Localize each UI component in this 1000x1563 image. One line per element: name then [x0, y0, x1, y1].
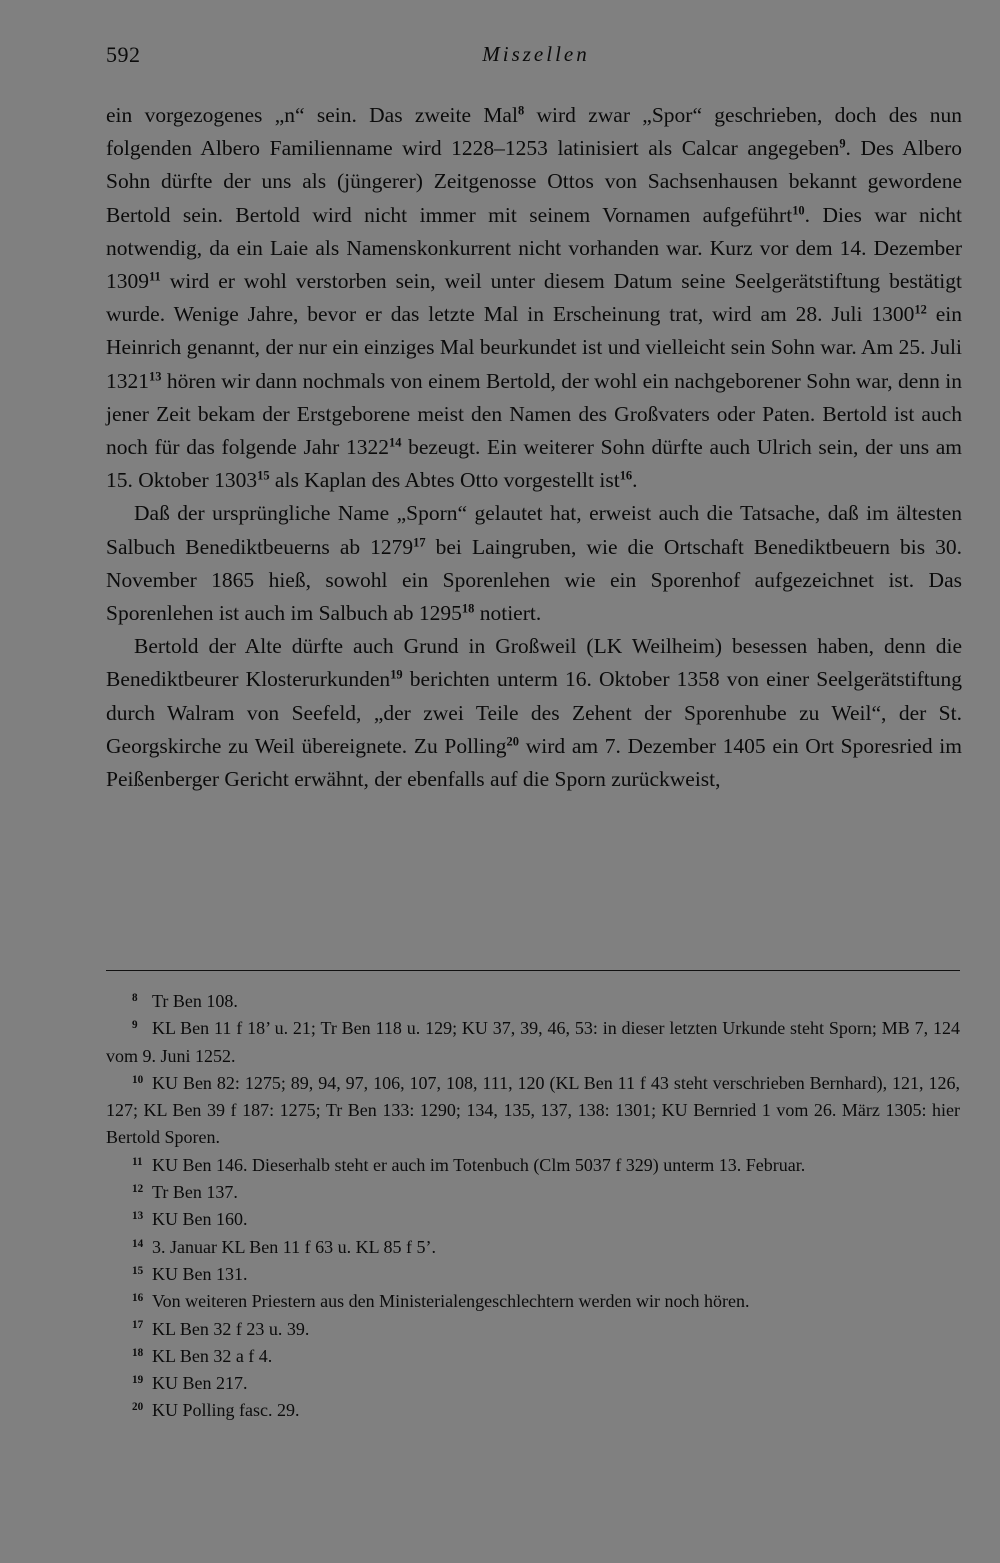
footnote: 13 KU Ben 160.: [132, 1209, 248, 1230]
footnote-reference: 9: [839, 136, 846, 151]
body-text-run: bei Laingruben, wie die Ortschaft Benediktbeuern bis 30. November 1865 hieß, sowohl ein Sporenlehen wie ein Sporenhof aufgezeichnet ist. Das Sporenlehen ist auch im Salbuch ab 1295: [106, 534, 962, 626]
body-text-run: Daß der ursprüngliche Name „Sporn“ gelautet hat, erweist auch die Tatsache, daß im ältesten Salbuch Benediktbeuerns ab 1279: [106, 501, 962, 559]
footnote-text: KU Ben 82: 1275; 89, 94, 97, 106, 107, 108, 111, 120 (KL Ben 11 f 43 steht verschrieben Bernhard), 121, 126, 127; KL Ben 39 f 187: 1275; Tr Ben 133: 1290; 134, 135, 137, 138: 1301; KU Bernried 1 vom 26. März 1305: hier Bertold Sporen.: [106, 1072, 960, 1148]
body-text-run: wird er wohl verstorben sein, weil unter diesem Datum seine Seelgerätstiftung bestätigt wurde. Wenige Jahre, bevor er das letzte Mal in Erscheinung trat, wird am 28. Juli 1300: [106, 269, 962, 327]
body-text: [106, 99, 962, 796]
footnote: 18 KL Ben 32 a f 4.: [132, 1345, 273, 1366]
body-text-run: als Kaplan des Abtes Otto vorgestellt ist: [269, 468, 620, 493]
footnote-text: KL Ben 11 f 18’ u. 21; Tr Ben 118 u. 129; KU 37, 39, 46, 53: in dieser letzten Urkunde steht Sporn; MB 7, 124 vom 9. Juni 1252.: [106, 1018, 960, 1066]
footnote-text: KU Ben 131.: [152, 1263, 248, 1284]
footnote: 11 KU Ben 146. Dieserhalb steht er auch im Totenbuch (Clm 5037 f 329) unterm 13. Februar.: [132, 1154, 806, 1175]
footnote: 20 KU Polling fasc. 29.: [132, 1400, 300, 1421]
footnote: 16 Von weiteren Priestern aus den Ministerialengeschlechtern werden wir noch hören.: [132, 1291, 750, 1312]
page-number: 592: [106, 42, 141, 67]
footnote-text: KU Polling fasc. 29.: [152, 1400, 300, 1421]
footnote-reference: 19: [390, 667, 403, 682]
running-head: Miszellen: [482, 42, 590, 66]
footnote-separator: [106, 970, 960, 971]
footnote-reference: 14: [388, 435, 402, 450]
footnote-text: KL Ben 32 f 23 u. 39.: [152, 1318, 310, 1339]
footnote-reference: 13: [149, 368, 162, 383]
footnote-text: KU Ben 217.: [152, 1373, 248, 1394]
body-text-run: notiert.: [474, 601, 542, 626]
body-text-run: Bertold der Alte dürfte auch Grund in Großweil (LK Weilheim) besessen haben, denn die Benediktbeurer Klosterurkunden: [106, 634, 962, 692]
footnote: 14 3. Januar KL Ben 11 f 63 u. KL 85 f 5’.: [132, 1236, 436, 1257]
body-text-run: bezeugt. Ein weiterer Sohn dürfte auch Ulrich sein, der uns am 15. Oktober 1303: [106, 435, 963, 493]
footnotes: [106, 988, 960, 1425]
body-text-run: ein Heinrich genannt, der nur ein einziges Mal beurkundet ist und vielleicht sein Sohn war. Am 25. Juli 1321: [106, 302, 962, 393]
body-text-run: .: [632, 468, 638, 493]
footnote: 9 KL Ben 11 f 18’ u. 21; Tr Ben 118 u. 129; KU 37, 39, 46, 53: in dieser letzten Urkunde steht Sporn; MB 7, 124 vom 9. Juni 1252.: [106, 1018, 960, 1066]
body-text-run: hören wir dann nochmals von einem Bertold, der wohl ein nachgeborener Sohn war, denn in jener Zeit bekam der Erstgeborene meist den Namen des Großvaters oder Paten. Bertold ist auch noch für das folgende Jahr 1322: [106, 368, 962, 460]
footnote-text: Tr Ben 137.: [152, 1182, 238, 1203]
footnote-reference: 11: [149, 269, 161, 284]
body-paragraph: [106, 99, 962, 497]
footnote-reference: 20: [506, 734, 520, 749]
body-text-run: berichten unterm 16. Oktober 1358 von einer Seelgerätstiftung durch Walram von Seefeld, „der zwei Teile des Zehent der Sporenhube zu Weil“, der St. Georgskirche zu Weil übereignete. Zu Polling: [106, 667, 962, 758]
footnote-reference: 16: [619, 468, 633, 483]
body-paragraph: [106, 497, 962, 630]
footnote: 17 KL Ben 32 f 23 u. 39.: [132, 1318, 310, 1339]
footnote: 10 KU Ben 82: 1275; 89, 94, 97, 106, 107, 108, 111, 120 (KL Ben 11 f 43 steht verschrieben Bernhard), 121, 126, 127; KL Ben 39 f 187: 1275; Tr Ben 133: 1290; 134, 135, 137, 138: 1301; KU Bernried 1 vom 26. März 1305: hier Bertold Sporen.: [106, 1072, 960, 1148]
footnote: 12 Tr Ben 137.: [132, 1182, 238, 1203]
footnote-text: KU Ben 146. Dieserhalb steht er auch im Totenbuch (Clm 5037 f 329) unterm 13. Februar.: [152, 1154, 806, 1175]
footnote-reference: 17: [413, 534, 426, 549]
footnote-text: KL Ben 32 a f 4.: [152, 1345, 273, 1366]
footnote-reference: 18: [461, 601, 475, 616]
footnote-reference: 12: [914, 302, 927, 317]
body-text-run: wird zwar „Spor“ geschrieben, doch des nun folgenden Albero Familienname wird 1228–1253 latinisiert als Calcar angegeben: [106, 103, 962, 161]
body-text-run: . Dies war nicht notwendig, da ein Laie als Namenskonkurrent nicht vorhanden war. Kurz vor dem 14. Dezember 1309: [106, 202, 962, 294]
body-paragraph: [106, 630, 962, 796]
footnote: 19 KU Ben 217.: [132, 1373, 248, 1394]
body-text-run: wird am 7. Dezember 1405 ein Ort Sporesried im Peißenberger Gericht erwähnt, der ebenfalls auf die Sporn zurückweist,: [106, 733, 962, 792]
page-header: [106, 42, 966, 76]
footnote-reference: 8: [517, 103, 525, 118]
footnote-text: Tr Ben 108.: [152, 991, 238, 1011]
footnote-reference: 15: [257, 468, 270, 483]
body-text-run: . Des Albero Sohn dürfte der uns als (jüngerer) Zeitgenosse Ottos von Sachsenhausen bekannt gewordene Bertold sein. Bertold wird nicht immer mit seinem Vornamen aufgeführt: [106, 136, 963, 227]
footnote-text: Von weiteren Priestern aus den Ministerialengeschlechtern werden wir noch hören.: [152, 1291, 750, 1312]
body-text-run: ein vorgezogenes „n“ sein. Das zweite Mal: [106, 103, 518, 127]
footnote: 8 Tr Ben 108.: [132, 991, 238, 1011]
footnote-text: 3. Januar KL Ben 11 f 63 u. KL 85 f 5’.: [152, 1236, 436, 1257]
footnote-reference: 10: [792, 202, 805, 217]
footnote-text: KU Ben 160.: [152, 1209, 248, 1230]
footnote: 15 KU Ben 131.: [132, 1263, 248, 1284]
